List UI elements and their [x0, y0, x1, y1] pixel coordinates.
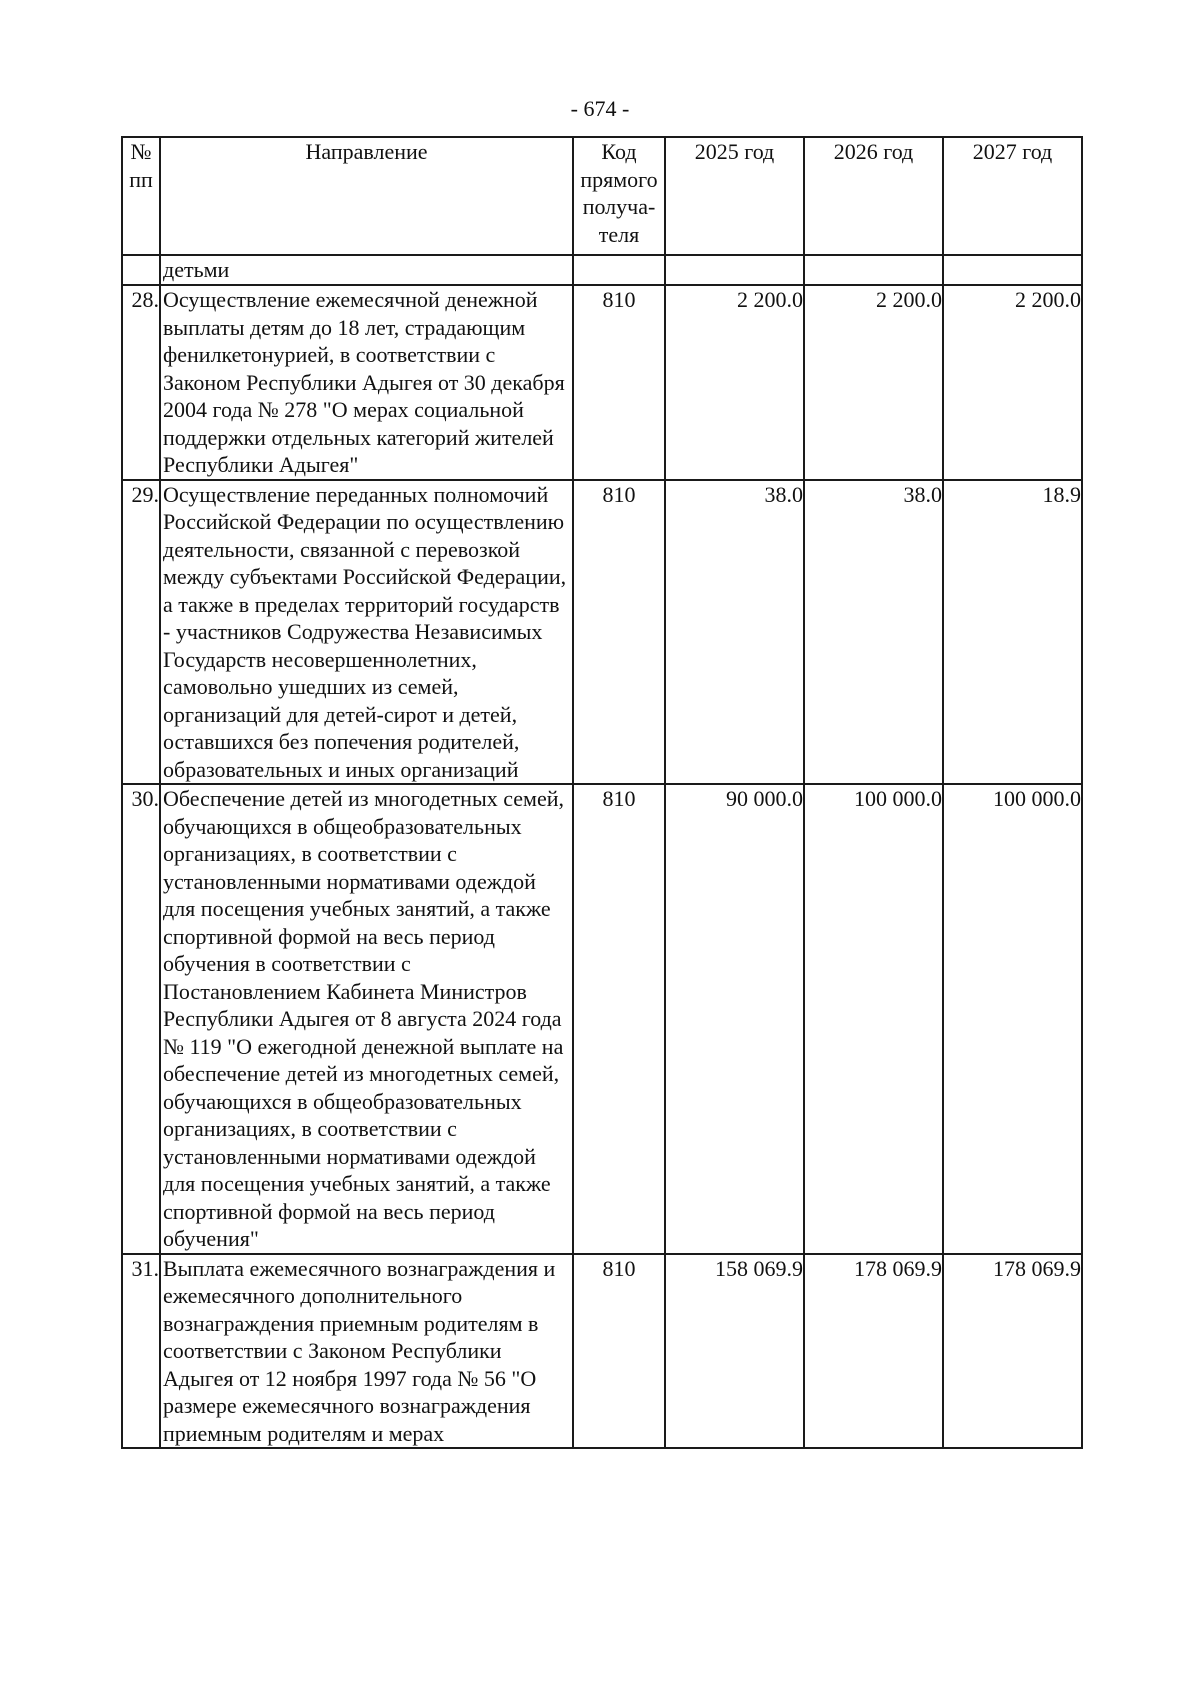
- cell-year-2027: 100 000.0: [943, 784, 1082, 1254]
- cell-year-2026: 178 069.9: [804, 1254, 943, 1449]
- page-number: - 674 -: [570, 96, 630, 121]
- cell-direction: Выплата ежемесячного вознаграждения и ежемесячного дополнительного вознаграждения приемным родителям в соответствии с Законом Республики Адыгея от 12 ноября 1997 года № 56 "О размере ежемесячного вознаграждения приемным родителям и мерах: [160, 1254, 573, 1449]
- cell-year-2027: 178 069.9: [943, 1254, 1082, 1449]
- table-row-continuation: [122, 255, 1082, 285]
- header-year-2026: 2026 год: [804, 137, 943, 255]
- cell-code: 810: [573, 784, 665, 1254]
- cell-direction: Обеспечение детей из многодетных семей, обучающихся в общеобразовательных организациях, в соответствии с установленными нормативами одеждой для посещения учебных занятий, а также спортивной формой на весь период обучения в соответствии с Постановлением Кабинета Министров Республики Адыгея от 8 августа 2024 года № 119 "О ежегодной денежной выплате на обеспечение детей из многодетных семей, обучающихся в общеобразовательных организациях, в соответствии с установленными нормативами одеждой для посещения учебных занятий, а также спортивной формой на весь период обучения": [160, 784, 573, 1254]
- cell-num: [122, 255, 160, 285]
- cell-num: 29.: [122, 480, 160, 785]
- cell-year-2025: [665, 255, 804, 285]
- table-header-row: [122, 137, 1082, 255]
- cell-code: [573, 255, 665, 285]
- cell-year-2026: 2 200.0: [804, 285, 943, 480]
- cell-year-2026: [804, 255, 943, 285]
- budget-table: [121, 136, 1083, 1449]
- cell-code: 810: [573, 1254, 665, 1449]
- cell-year-2026: 100 000.0: [804, 784, 943, 1254]
- cell-year-2027: 2 200.0: [943, 285, 1082, 480]
- cell-direction: Осуществление переданных полномочий Российской Федерации по осуществлению деятельности, связанной с перевозкой между субъектами Российской Федерации, а также в пределах территорий государств - участников Содружества Независимых Государств несовершеннолетних, самовольно ушедших из семей, организаций для детей-сирот и детей, оставшихся без попечения родителей, образовательных и иных организаций: [160, 480, 573, 785]
- cell-year-2027: 18.9: [943, 480, 1082, 785]
- cell-num: 28.: [122, 285, 160, 480]
- cell-direction: Осуществление ежемесячной денежной выплаты детям до 18 лет, страдающим фенилкетонурией, в соответствии с Законом Республики Адыгея от 30 декабря 2004 года № 278 "О мерах социальной поддержки отдельных категорий жителей Республики Адыгея": [160, 285, 573, 480]
- cell-num: 30.: [122, 784, 160, 1254]
- cell-year-2027: [943, 255, 1082, 285]
- table-row: [122, 1254, 1082, 1449]
- header-year-2027: 2027 год: [943, 137, 1082, 255]
- header-code: Код прямого получа-теля: [573, 137, 665, 255]
- cell-year-2025: 2 200.0: [665, 285, 804, 480]
- cell-year-2025: 90 000.0: [665, 784, 804, 1254]
- table-row: [122, 480, 1082, 785]
- cell-code: 810: [573, 285, 665, 480]
- cell-direction: детьми: [160, 255, 573, 285]
- cell-year-2025: 158 069.9: [665, 1254, 804, 1449]
- cell-code: 810: [573, 480, 665, 785]
- table-row: [122, 784, 1082, 1254]
- table-row: [122, 285, 1082, 480]
- cell-year-2025: 38.0: [665, 480, 804, 785]
- cell-year-2026: 38.0: [804, 480, 943, 785]
- header-year-2025: 2025 год: [665, 137, 804, 255]
- header-num: № пп: [122, 137, 160, 255]
- header-direction: Направление: [160, 137, 573, 255]
- cell-num: 31.: [122, 1254, 160, 1449]
